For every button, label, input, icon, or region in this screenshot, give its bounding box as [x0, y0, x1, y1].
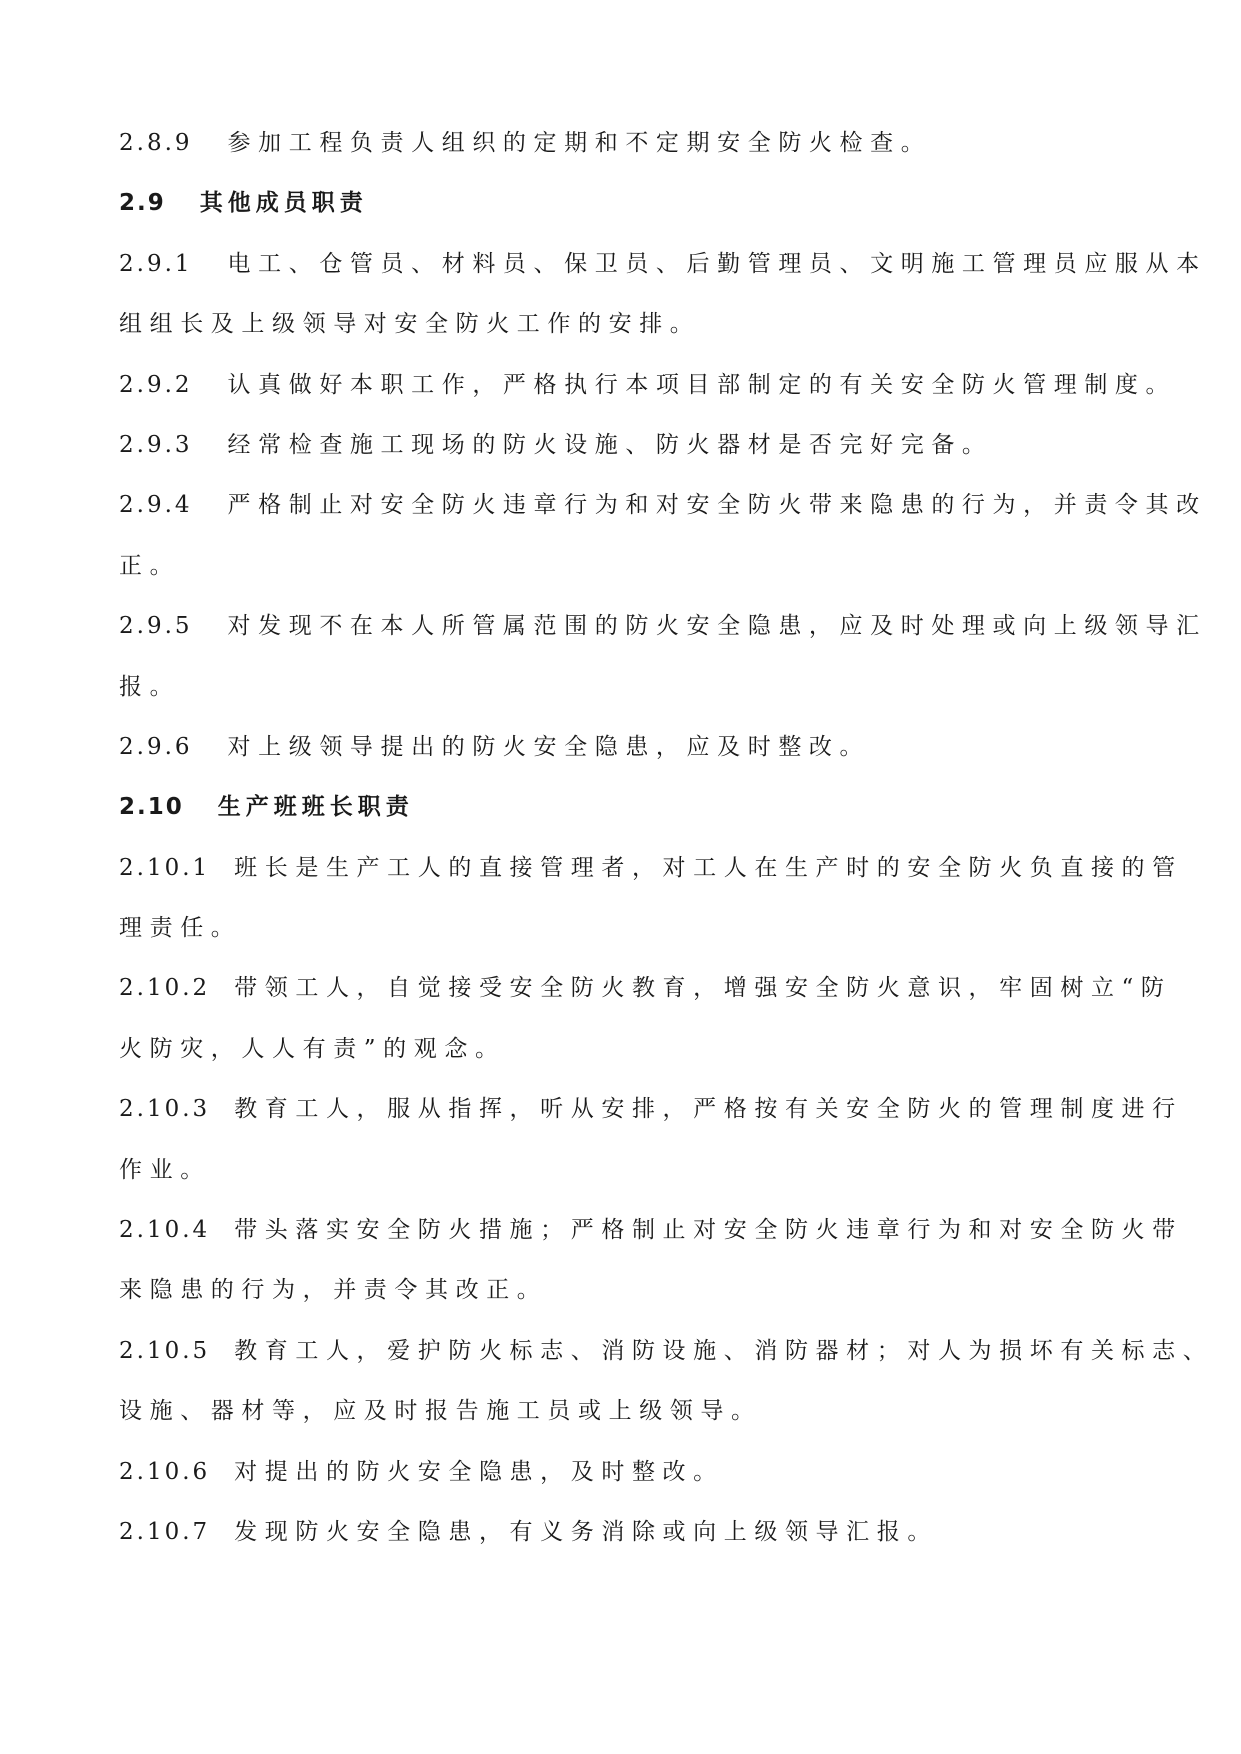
clause-text: 理责任。 — [119, 915, 242, 942]
clause-number: 2.9.5 — [119, 613, 193, 640]
clause-2-9-4 — [119, 490, 1207, 520]
clause-2-9-6 — [119, 732, 1141, 762]
clause-text: 参加工程负责人组织的定期和不定期安全防火检查。 — [227, 130, 932, 156]
clause-number: 2.10.4 — [119, 1217, 211, 1244]
section-heading-2-10 — [119, 792, 1141, 822]
section-title: 生产班班长职责 — [217, 794, 414, 821]
clause-text: 严格制止对安全防火违章行为和对安全防火带来隐患的行为，并责令其改 — [227, 492, 1207, 519]
clause-2-10-2 — [119, 973, 1172, 1003]
clause-2-9-5 — [119, 611, 1207, 641]
clause-2-10-4 — [119, 1215, 1183, 1245]
section-title: 其他成员职责 — [199, 190, 368, 217]
clause-continuation — [119, 1034, 1141, 1064]
clause-2-10-7 — [119, 1517, 1141, 1547]
clause-continuation — [119, 309, 1141, 339]
clause-continuation — [119, 1275, 1141, 1305]
section-number: 2.10 — [119, 794, 184, 821]
clause-text: 组组长及上级领导对安全防火工作的安排。 — [119, 311, 701, 338]
clause-text: 带领工人，自觉接受安全防火教育，增强安全防火意识，牢固树立“防 — [234, 975, 1172, 1002]
clause-continuation — [119, 551, 1141, 581]
clause-2-10-6 — [119, 1457, 1141, 1487]
clause-text: 对提出的防火安全隐患，及时整改。 — [234, 1458, 724, 1485]
clause-text: 来隐患的行为，并责令其改正。 — [119, 1277, 548, 1304]
clause-continuation — [119, 913, 1141, 943]
clause-number: 2.10.3 — [119, 1096, 211, 1123]
clause-number: 2.9.2 — [119, 371, 193, 398]
clause-text: 教育工人，爱护防火标志、消防设施、消防器材；对人为损坏有关标志、 — [234, 1337, 1214, 1364]
clause-number: 2.9.3 — [119, 431, 193, 458]
clause-text: 电工、仓管员、材料员、保卫员、后勤管理员、文明施工管理员应服从本 — [227, 250, 1207, 277]
clause-text: 对上级领导提出的防火安全隐患，应及时整改。 — [227, 733, 871, 760]
clause-2-10-3 — [119, 1094, 1183, 1124]
clause-text: 发现防火安全隐患，有义务消除或向上级领导汇报。 — [234, 1518, 938, 1545]
clause-number: 2.10.7 — [119, 1518, 211, 1545]
clause-text: 教育工人，服从指挥，听从安排，严格按有关安全防火的管理制度进行 — [234, 1096, 1183, 1123]
clause-text: 正。 — [119, 552, 181, 579]
clause-2-8-9 — [119, 128, 1141, 158]
clause-text: 报。 — [119, 673, 181, 700]
clause-2-9-2 — [119, 370, 1177, 400]
clause-number: 2.10.2 — [119, 975, 211, 1002]
clause-2-10-1 — [119, 853, 1183, 883]
clause-text: 设施、器材等，应及时报告施工员或上级领导。 — [119, 1398, 762, 1425]
clause-text: 带头落实安全防火措施；严格制止对安全防火违章行为和对安全防火带 — [234, 1217, 1183, 1244]
clause-continuation — [119, 1396, 1141, 1426]
clause-continuation — [119, 1155, 1141, 1185]
clause-number: 2.10.6 — [119, 1458, 211, 1485]
clause-2-9-1 — [119, 249, 1207, 279]
clause-text: 对发现不在本人所管属范围的防火安全隐患，应及时处理或向上级领导汇 — [227, 613, 1207, 640]
clause-number: 2.9.1 — [119, 250, 193, 277]
clause-number: 2.9.4 — [119, 492, 193, 519]
clause-text: 作业。 — [119, 1156, 211, 1183]
clause-number: 2.8.9 — [119, 130, 193, 156]
clause-text: 火防灾，人人有责”的观念。 — [119, 1035, 506, 1062]
clause-continuation — [119, 672, 1141, 702]
document-page — [119, 128, 1214, 1577]
clause-2-9-3 — [119, 430, 1141, 460]
clause-number: 2.10.1 — [119, 854, 211, 881]
clause-text: 经常检查施工现场的防火设施、防火器材是否完好完备。 — [227, 431, 993, 458]
clause-number: 2.10.5 — [119, 1337, 211, 1364]
clause-text: 班长是生产工人的直接管理者，对工人在生产时的安全防火负直接的管 — [234, 854, 1183, 881]
clause-number: 2.9.6 — [119, 733, 193, 760]
section-number: 2.9 — [119, 190, 166, 217]
clause-text: 认真做好本职工作，严格执行本项目部制定的有关安全防火管理制度。 — [227, 371, 1177, 398]
clause-2-10-5 — [119, 1336, 1214, 1366]
section-heading-2-9 — [119, 188, 1141, 218]
